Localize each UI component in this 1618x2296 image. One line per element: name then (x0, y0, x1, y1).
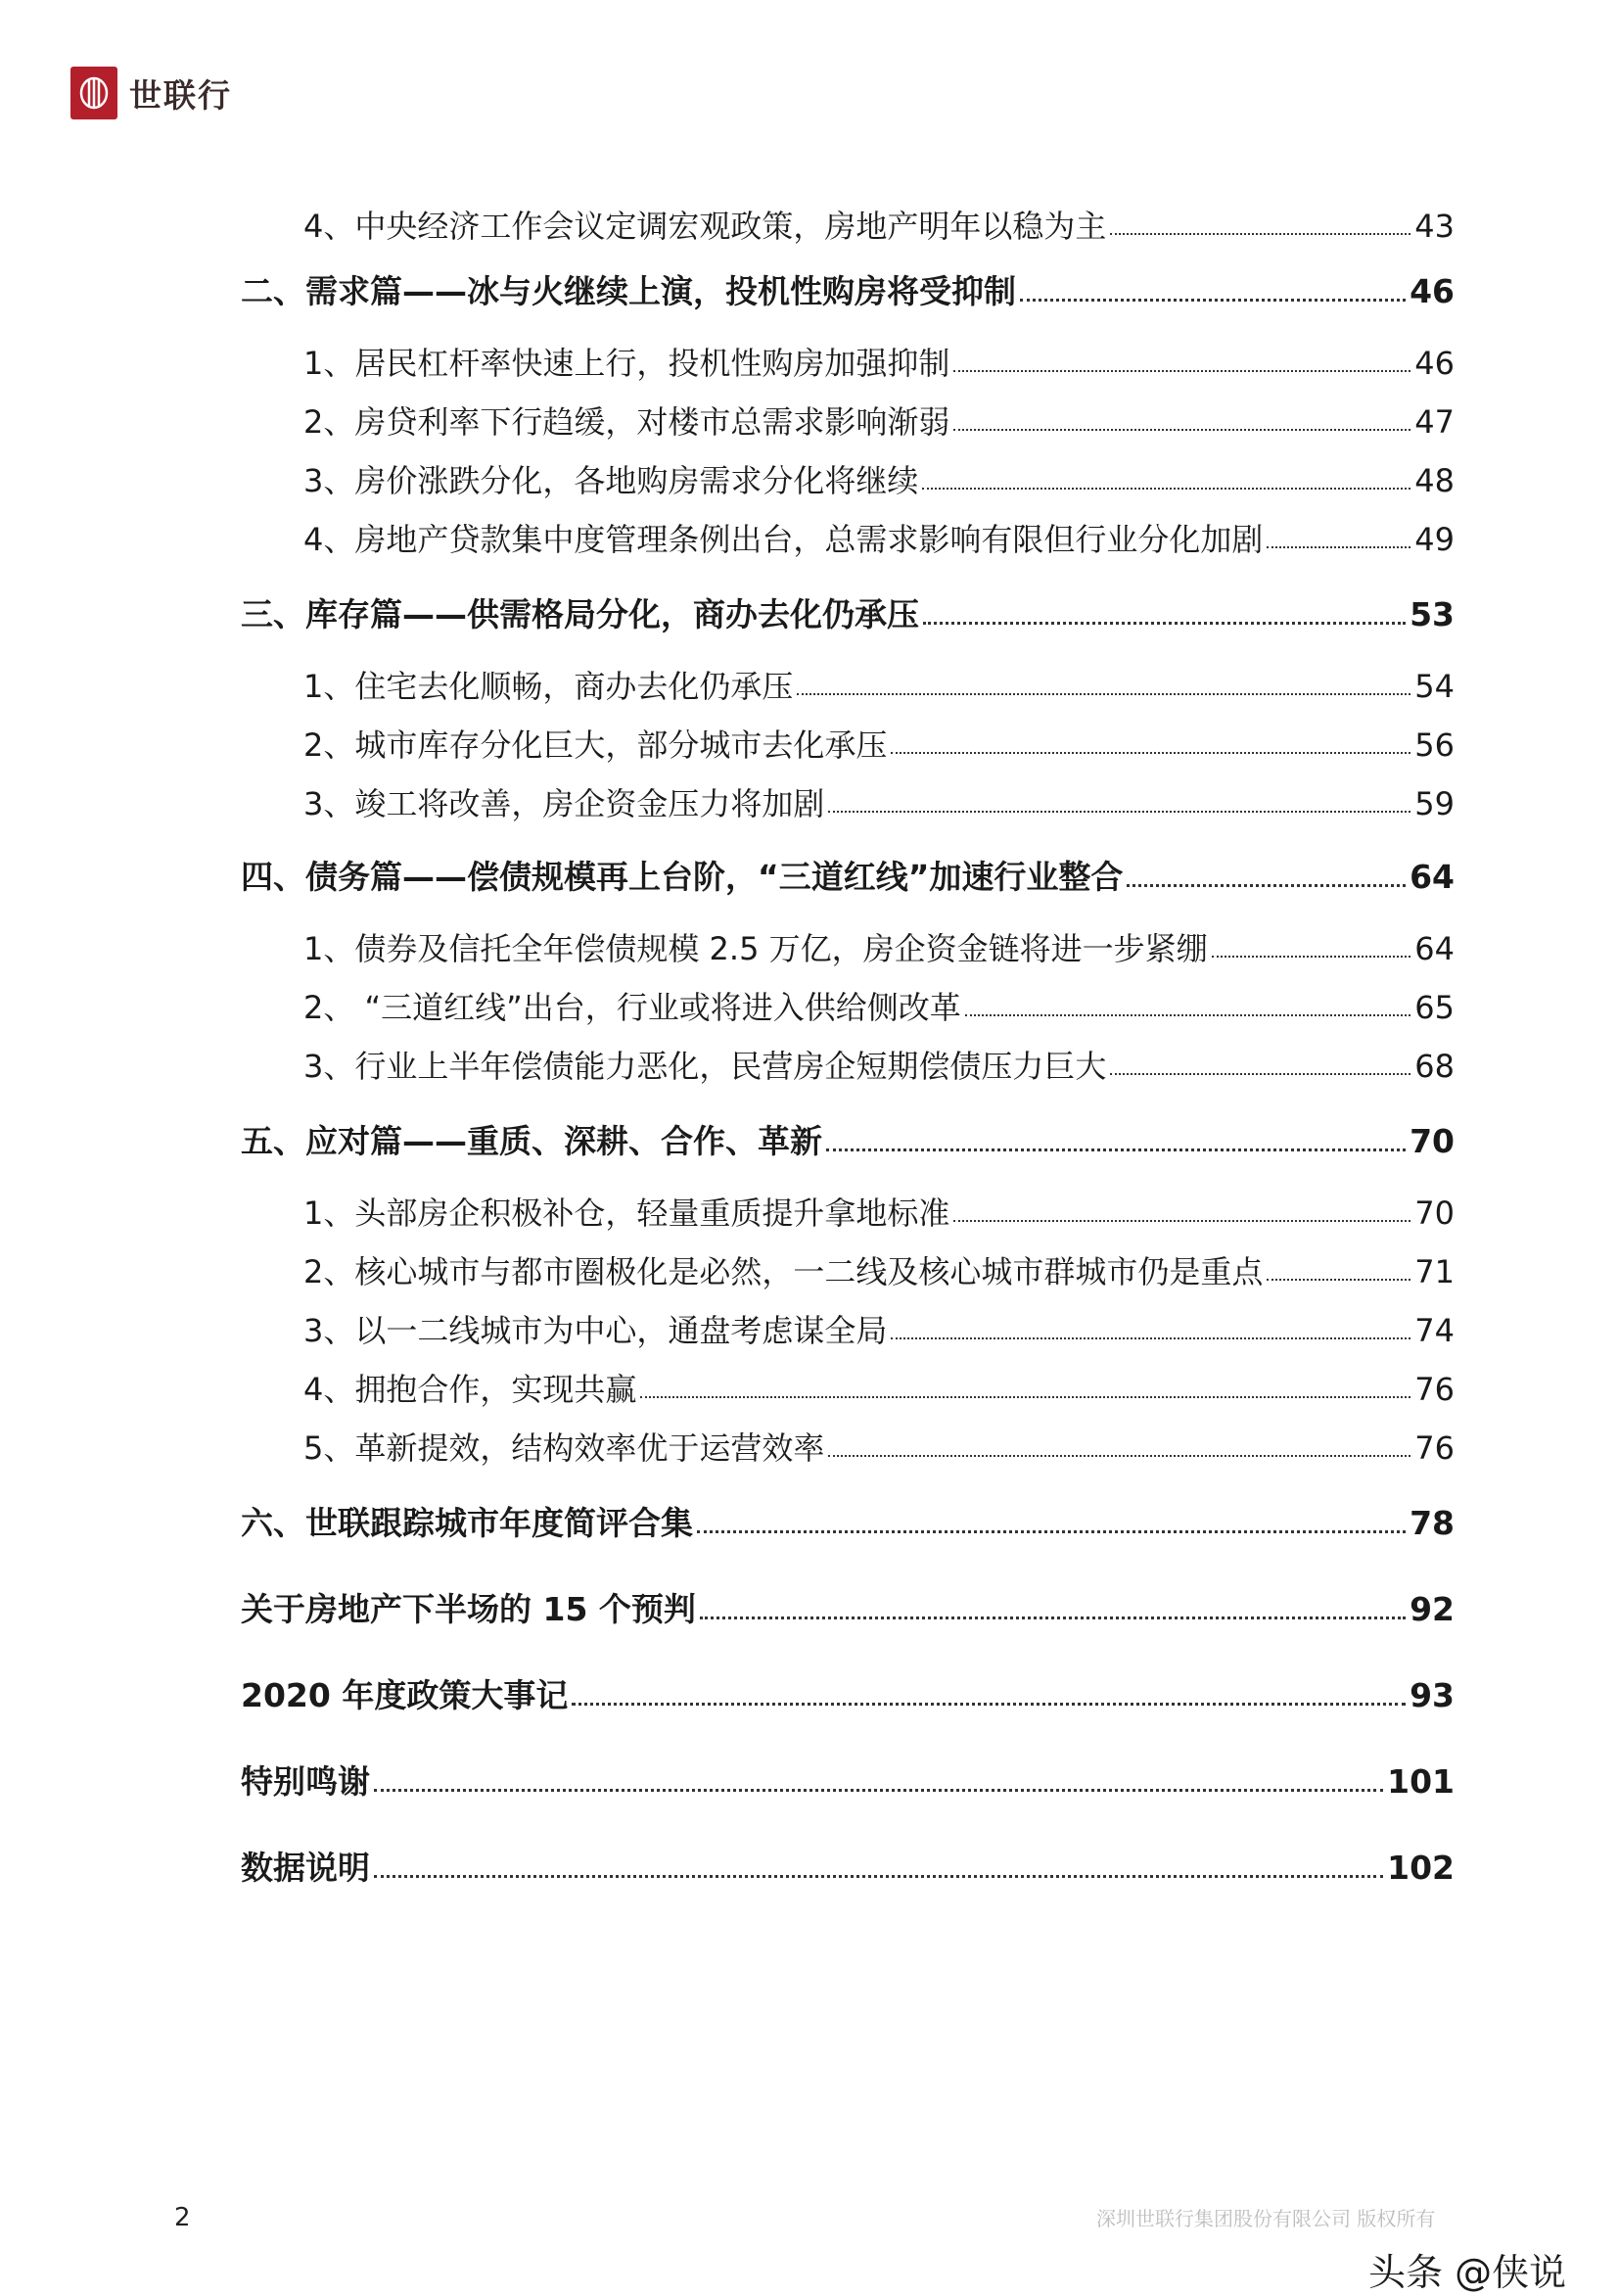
toc-section-entry[interactable] (241, 272, 1455, 311)
toc-section-entry[interactable] (241, 1849, 1455, 1888)
toc-subsection-entry[interactable] (303, 1312, 1455, 1349)
toc-leader-dots (891, 1337, 1410, 1339)
toc-entry-title: 3、行业上半年偿债能力恶化，民营房企短期偿债压力巨大 (303, 1048, 1107, 1085)
toc-entry-title: 1、居民杠杆率快速上行，投机性购房加强抑制 (303, 345, 950, 382)
toc-subsection-entry[interactable] (303, 403, 1455, 441)
toc-leader-dots (1267, 1279, 1410, 1281)
toc-subsection-entry[interactable] (303, 208, 1455, 245)
toc-section-entry[interactable] (241, 595, 1455, 634)
toc-entry-title: 1、债券及信托全年偿债规模 2.5 万亿，房企资金链将进一步紧绷 (303, 930, 1208, 967)
toc-leader-dots (700, 1617, 1406, 1619)
toc-entry-title: 4、拥抱合作，实现共赢 (303, 1371, 637, 1408)
toc-leader-dots (922, 488, 1410, 490)
toc-page-number: 74 (1414, 1312, 1455, 1349)
toc-page-number: 53 (1410, 595, 1455, 633)
toc-subsection-entry[interactable] (303, 668, 1455, 705)
toc-leader-dots (797, 693, 1410, 695)
toc-subsection-entry[interactable] (303, 989, 1455, 1026)
toc-subsection-entry[interactable] (303, 1429, 1455, 1467)
toc-page-number: 76 (1414, 1371, 1455, 1408)
logo-text: 世联行 (129, 75, 232, 115)
toc-page-number: 49 (1414, 521, 1455, 558)
toc-section-entry[interactable] (241, 1762, 1455, 1802)
logo-emblem-icon (70, 67, 117, 119)
toc-leader-dots (953, 429, 1410, 431)
toc-entry-title: 4、中央经济工作会议定调宏观政策，房地产明年以稳为主 (303, 208, 1107, 245)
toc-page-number: 56 (1414, 726, 1455, 764)
toc-leader-dots (923, 622, 1406, 625)
toc-subsection-entry[interactable] (303, 1195, 1455, 1232)
toc-subsection-entry[interactable] (303, 1048, 1455, 1085)
toc-leader-dots (1267, 546, 1410, 548)
toc-entry-title: 五、应对篇——重质、深耕、合作、革新 (241, 1122, 822, 1160)
toc-entry-title: 3、以一二线城市为中心，通盘考虑谋全局 (303, 1312, 888, 1349)
toc-leader-dots (374, 1789, 1383, 1792)
toc-subsection-entry[interactable] (303, 1371, 1455, 1408)
toc-leader-dots (828, 811, 1410, 813)
page-number: 2 (174, 2203, 191, 2232)
toc-page-number: 47 (1414, 403, 1455, 441)
toc-page-number: 48 (1414, 462, 1455, 499)
toc-entry-title: 三、库存篇——供需格局分化，商办去化仍承压 (241, 595, 919, 633)
toc-page-number: 64 (1414, 930, 1455, 967)
toc-subsection-entry[interactable] (303, 726, 1455, 764)
toc-page-number: 64 (1410, 858, 1455, 896)
toc-page-number: 78 (1410, 1504, 1455, 1542)
toc-entry-title: 3、房价涨跌分化，各地购房需求分化将继续 (303, 462, 919, 499)
toc-subsection-entry[interactable] (303, 785, 1455, 822)
toc-page-number: 43 (1414, 208, 1455, 245)
toc-leader-dots (1110, 233, 1410, 235)
copyright-notice: 深圳世联行集团股份有限公司 版权所有 (1096, 2207, 1436, 2230)
toc-section-entry[interactable] (241, 1676, 1455, 1715)
toc-leader-dots (1110, 1073, 1410, 1075)
toc-subsection-entry[interactable] (303, 345, 1455, 382)
toc-leader-dots (953, 1220, 1410, 1222)
toc-entry-title: 二、需求篇——冰与火继续上演，投机性购房将受抑制 (241, 272, 1016, 310)
toc-subsection-entry[interactable] (303, 930, 1455, 967)
toc-page-number: 71 (1414, 1253, 1455, 1290)
toc-page-number: 59 (1414, 785, 1455, 822)
toc-entry-title: 4、房地产贷款集中度管理条例出台，总需求影响有限但行业分化加剧 (303, 521, 1264, 558)
toc-leader-dots (828, 1455, 1410, 1457)
toc-page-number: 76 (1414, 1429, 1455, 1467)
toc-leader-dots (1212, 956, 1411, 958)
toc-page-number: 92 (1410, 1590, 1455, 1628)
toc-entry-title: 3、竣工将改善，房企资金压力将加剧 (303, 785, 825, 822)
toc-entry-title: 2、 “三道红线”出台，行业或将进入供给侧改革 (303, 989, 961, 1026)
toc-entry-title: 2、城市库存分化巨大，部分城市去化承压 (303, 726, 888, 764)
toc-entry-title: 1、头部房企积极补仓，轻量重质提升拿地标准 (303, 1195, 950, 1232)
toc-entry-title: 六、世联跟踪城市年度简评合集 (241, 1504, 693, 1542)
toc-section-entry[interactable] (241, 1122, 1455, 1161)
toc-subsection-entry[interactable] (303, 1253, 1455, 1290)
toc-leader-dots (374, 1875, 1383, 1878)
toc-entry-title: 2020 年度政策大事记 (241, 1676, 569, 1714)
toc-leader-dots (826, 1148, 1406, 1151)
toc-page-number: 101 (1387, 1762, 1455, 1801)
toc-leader-dots (965, 1014, 1411, 1016)
watermark: 头条 @侠说 (1368, 2251, 1567, 2294)
toc-entry-title: 特别鸣谢 (241, 1762, 370, 1801)
toc-leader-dots (572, 1703, 1406, 1706)
toc-leader-dots (1020, 299, 1406, 302)
toc-entry-title: 1、住宅去化顺畅，商办去化仍承压 (303, 668, 794, 705)
toc-entry-title: 2、房贷利率下行趋缓，对楼市总需求影响渐弱 (303, 403, 950, 441)
toc-entry-title: 5、革新提效，结构效率优于运营效率 (303, 1429, 825, 1467)
toc-leader-dots (640, 1396, 1410, 1398)
toc-section-entry[interactable] (241, 858, 1455, 897)
toc-leader-dots (1127, 884, 1406, 887)
company-logo (70, 67, 232, 119)
toc-page-number: 65 (1414, 989, 1455, 1026)
toc-leader-dots (891, 752, 1410, 754)
toc-page-number: 68 (1414, 1048, 1455, 1085)
toc-page-number: 70 (1414, 1195, 1455, 1232)
toc-page-number: 102 (1387, 1849, 1455, 1887)
toc-entry-title: 数据说明 (241, 1849, 370, 1887)
toc-subsection-entry[interactable] (303, 462, 1455, 499)
toc-leader-dots (697, 1530, 1406, 1533)
toc-entry-title: 关于房地产下半场的 15 个预判 (241, 1590, 696, 1628)
toc-leader-dots (953, 370, 1410, 372)
toc-entry-title: 2、核心城市与都市圈极化是必然，一二线及核心城市群城市仍是重点 (303, 1253, 1264, 1290)
toc-page-number: 70 (1410, 1122, 1455, 1160)
toc-page-number: 46 (1414, 345, 1455, 382)
toc-page-number: 54 (1414, 668, 1455, 705)
toc-page-number: 93 (1410, 1676, 1455, 1714)
toc-subsection-entry[interactable] (303, 521, 1455, 558)
toc-entry-title: 四、债务篇——偿债规模再上台阶，“三道红线”加速行业整合 (241, 858, 1124, 896)
toc-section-entry[interactable] (241, 1504, 1455, 1543)
toc-page-number: 46 (1410, 272, 1455, 310)
toc-section-entry[interactable] (241, 1590, 1455, 1629)
